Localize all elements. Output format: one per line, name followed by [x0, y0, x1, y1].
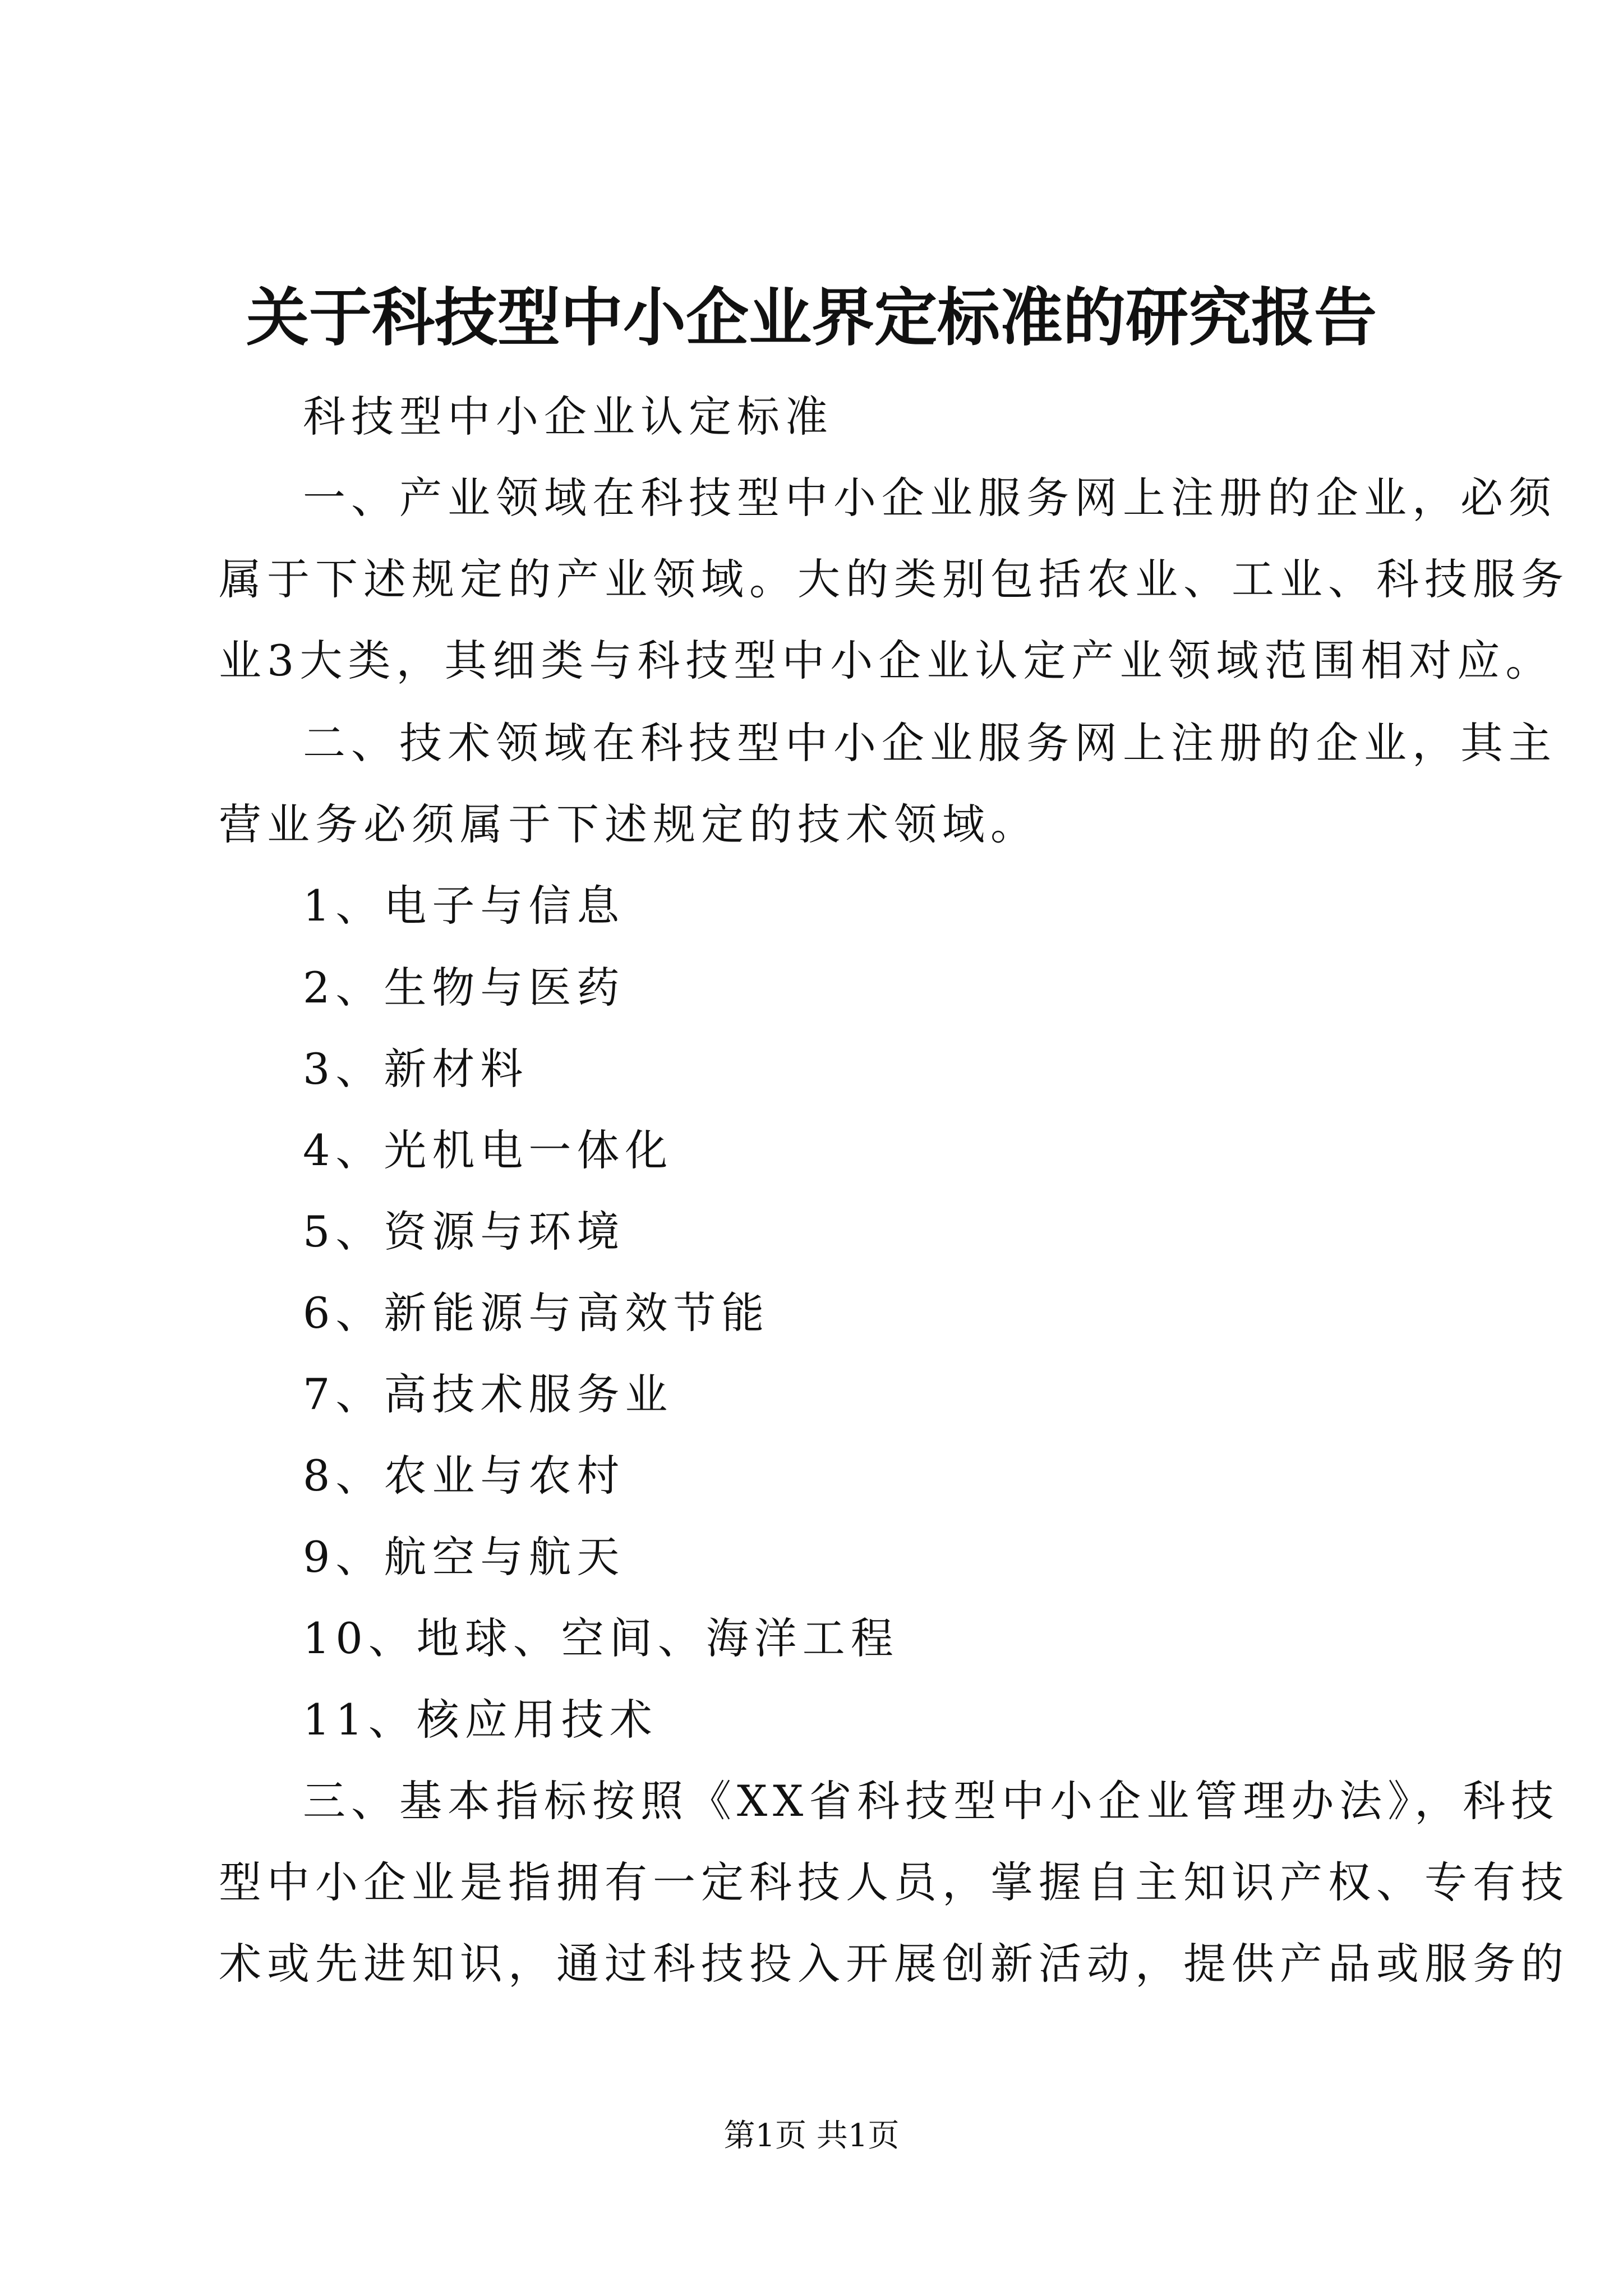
section3-line2: 型中小企业是指拥有一定科技人员，掌握自主知识产权、专有技	[219, 1857, 1569, 1907]
tech-field-item: 6、新能源与高效节能	[303, 1288, 770, 1338]
tech-field-item: 1、电子与信息	[303, 881, 625, 931]
document-title: 关于科技型中小企业界定标准的研究报告	[246, 281, 1377, 355]
section1-line3: 业3大类，其细类与科技型中小企业认定产业领域范围相对应。	[219, 636, 1554, 685]
tech-field-item: 2、生物与医药	[303, 963, 625, 1013]
tech-field-item: 11、核应用技术	[303, 1695, 658, 1745]
section2-line1: 二、技术领域在科技型中小企业服务网上注册的企业，其主	[303, 718, 1557, 768]
tech-field-item: 4、光机电一体化	[303, 1125, 674, 1175]
section1-line2: 属于下述规定的产业领域。大的类别包括农业、工业、科技服务	[219, 554, 1569, 604]
tech-field-item: 7、高技术服务业	[303, 1369, 674, 1419]
section2-line2: 营业务必须属于下述规定的技术领域。	[219, 799, 1039, 849]
section3-line1: 三、基本指标按照《XX省科技型中小企业管理办法》，科技	[303, 1776, 1560, 1826]
page-footer: 第1页 共1页	[723, 2118, 900, 2154]
section1-line1: 一、产业领域在科技型中小企业服务网上注册的企业，必须	[303, 473, 1557, 523]
document-subtitle: 科技型中小企业认定标准	[303, 392, 833, 441]
tech-field-item: 9、航空与航天	[303, 1532, 625, 1582]
tech-field-item: 3、新材料	[303, 1044, 529, 1094]
section3-line3: 术或先进知识，通过科技投入开展创新活动，提供产品或服务的	[219, 1939, 1569, 1989]
tech-field-item: 5、资源与环境	[303, 1207, 625, 1257]
tech-field-item: 8、农业与农村	[303, 1451, 625, 1501]
tech-field-item: 10、地球、空间、海洋工程	[303, 1613, 899, 1663]
